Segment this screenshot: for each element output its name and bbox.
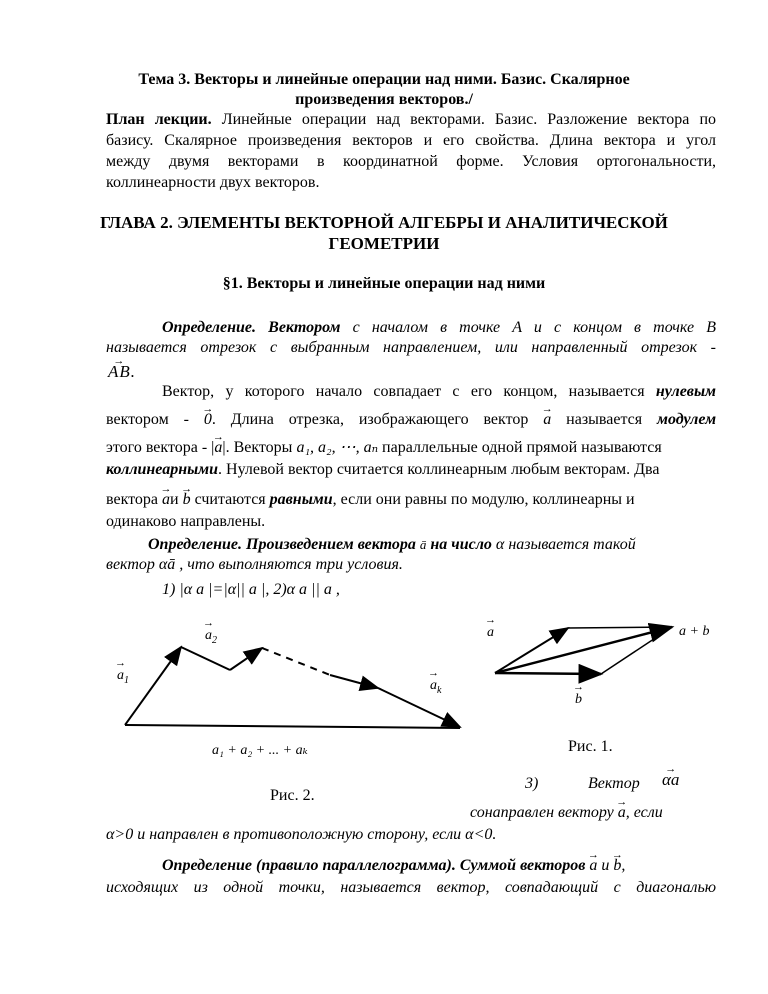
def2-conditions: 1) |α a |=|α|| a |, 2)α a || a , <box>162 581 340 598</box>
def3-vector-b: → b <box>613 856 621 876</box>
plan-label: План лекции. <box>106 111 212 128</box>
plan-line4: коллинеарности двух векторов. <box>106 174 320 191</box>
para2-text3a: этого вектора - | <box>106 439 215 456</box>
term-collinear: коллинеарными <box>106 461 219 478</box>
def3-line1 <box>162 856 625 876</box>
zero-vector: → 0 <box>204 410 212 430</box>
vector-sequence-text: a₁, a₂, ⋯, aₙ <box>296 439 379 456</box>
def3-and: и <box>601 857 610 874</box>
fig2-label-a1-text: → a <box>117 668 124 684</box>
lecture-title-line2: произведения векторов./ <box>295 91 473 108</box>
cond3-vector-a: → a <box>618 803 626 823</box>
vector-a: → a <box>543 410 551 430</box>
def3-vector-a: → a <box>589 856 597 876</box>
para2-text5b: считаются <box>194 491 266 508</box>
chapter-title-line1: ГЛАВА 2. ЭЛЕМЕНТЫ ВЕКТОРНОЙ АЛГЕБРЫ И АНАЛИТИЧЕСКОЙ <box>100 213 668 232</box>
def1-end: . <box>130 362 136 381</box>
and-word: и <box>170 491 179 508</box>
plan-text1: Линейные операции над векторами. Базис. Разложение вектора по <box>221 111 717 128</box>
vector-a-eq: → a <box>162 490 170 510</box>
lecture-title-line1: Тема 3. Векторы и линейные операции над ними. Базис. Скалярное <box>138 71 630 88</box>
plan-line3: между двумя векторами в координатной форме. Условия ортогональности, <box>106 153 716 170</box>
def3-comma: , <box>621 857 626 874</box>
fig2-caption: Рис. 2. <box>270 787 315 804</box>
fig1-vector-a <box>495 628 568 673</box>
fig1-label-b-text: → b <box>575 692 582 708</box>
vector-b: → b <box>183 490 191 510</box>
fig1-diagonal <box>495 627 672 673</box>
fig2-label-a2-text: → a <box>205 628 212 644</box>
def3-label: Определение (правило параллелограмма). Суммой векторов <box>162 857 586 874</box>
cond3-expr-text: → αa <box>662 770 679 790</box>
def1-label: Определение. <box>162 319 256 336</box>
chapter-title-line2: ГЕОМЕТРИИ <box>328 234 440 253</box>
fig1-label-sum: a + b <box>679 624 710 639</box>
cond3-text2: сонаправлен вектору <box>470 804 614 821</box>
fig2-label-ak-sub: k <box>437 684 442 696</box>
fig1-top-side <box>568 627 672 628</box>
term-equal: равными <box>269 491 333 508</box>
para2-text5c: , если они равны по модулю, коллинеарны и <box>332 491 635 508</box>
section-title: §1. Векторы и линейные операции над ними <box>222 275 546 292</box>
cond3-expr <box>662 770 679 790</box>
para2-text4: . Нулевой вектор считается коллинеарным любым векторам. Два <box>218 461 660 478</box>
vector-ab: → AB <box>108 362 131 382</box>
def2-label: Определение. Произведением вектора <box>148 536 416 553</box>
fig1-label-a-text: → a <box>487 625 494 641</box>
term-modulus: модулем <box>657 411 717 428</box>
para2-text3c: параллельные одной прямой называются <box>382 439 662 456</box>
def2-on-number: на число <box>430 536 492 553</box>
fig1-label-b <box>575 692 582 708</box>
vector-a-small: ā <box>419 537 427 552</box>
def2-text1: называется такой <box>508 536 636 553</box>
fig1-label-a <box>487 625 494 641</box>
para2-text2c: называется <box>566 411 643 428</box>
fig1-right-side <box>601 627 672 674</box>
def1-term: Вектором <box>268 319 341 336</box>
def2-line2: вектор αā , что выполняются три условия. <box>106 556 403 573</box>
para2-text2a: вектором - <box>106 411 189 428</box>
cond3-num: 3) <box>525 775 539 792</box>
para2-text3b: |. Векторы <box>222 439 293 456</box>
fig2-label-ak-text: → a <box>430 678 437 694</box>
fig2-sum-label: a₁ + a₂ + ... + aₖ <box>212 743 308 758</box>
term-zero: нулевым <box>655 383 716 400</box>
para2-text2b: . Длина отрезка, изображающего вектор <box>211 411 529 428</box>
para2-line6: одинаково направлены. <box>106 513 266 530</box>
plan-line2: базису. Скалярное произведения векторов и его свойства. Длина вектора и угол <box>106 132 716 149</box>
cond3-line2 <box>470 803 663 823</box>
alpha-symbol: α <box>495 536 505 553</box>
cond3-word: Вектор <box>588 775 640 792</box>
def3-line2: исходящих из одной точки, называется вектор, совпадающий с диагональю <box>106 879 716 896</box>
para2-text1: Вектор, у которого начало совпадает с его концом, называется <box>162 383 645 400</box>
vector-a-modulus: → a <box>214 438 222 458</box>
def1-line2: называется отрезок с выбранным направлением, или направленный отрезок - <box>106 339 716 356</box>
fig1-vector-b <box>495 673 601 674</box>
cond3-text2end: , если <box>625 804 663 821</box>
para2-text5a: вектора <box>106 491 159 508</box>
fig1-caption: Рис. 1. <box>568 738 613 755</box>
cond3-line3: α>0 и направлен в противоположную сторону, если α<0. <box>106 826 497 843</box>
def1-text1: с началом в точке A и с концом в точке B <box>352 319 717 336</box>
fig2-label-a1-sub: 1 <box>124 674 129 686</box>
fig2-label-a2-sub: 2 <box>212 634 217 646</box>
